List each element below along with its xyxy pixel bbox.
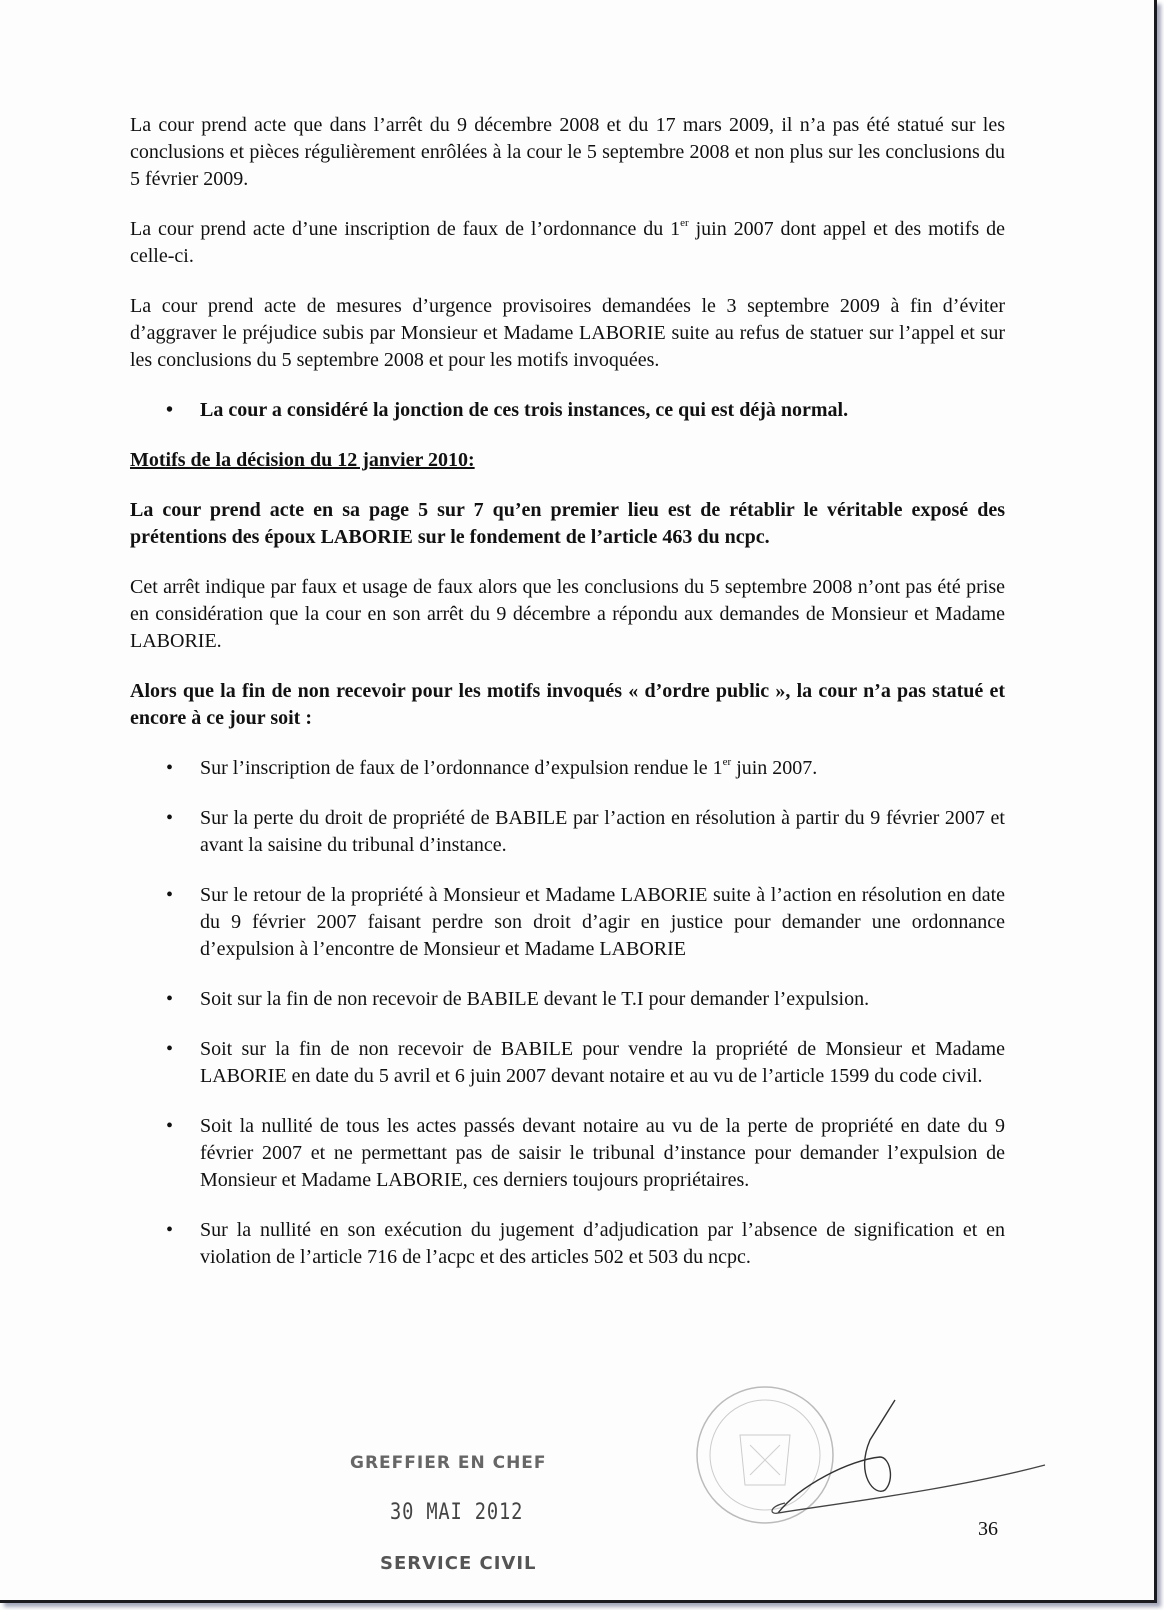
paragraph: La cour prend acte que dans l’arrêt du 9 décembre 2008 et du 17 mars 2009, il n’a pas été statué sur les conclusions et pièces régulièrement enrôlées à la cour le 5 septembre 2008 et non plus sur les conclusions du 5 février 2009. xyxy=(130,114,1005,190)
bullet-list xyxy=(130,755,1005,1271)
stamp-service: SERVICE CIVIL xyxy=(380,1553,537,1574)
page-number: 36 xyxy=(978,1518,998,1540)
bullet-item: • Soit sur la fin de non recevoir de BABILE devant le T.I pour demander l’expulsion. xyxy=(130,986,1005,1013)
paragraph: Cet arrêt indique par faux et usage de faux alors que les conclusions du 5 septembre 2008 n’ont pas été prise en considération que la cour en son arrêt du 9 décembre a répondu aux demandes de Monsieur et Madame LABORIE. xyxy=(130,576,1005,652)
bullet-item: • Soit sur la fin de non recevoir de BABILE pour vendre la propriété de Monsieur et Madame LABORIE en date du 5 avril et 6 juin 2007 devant notaire et au vu de l’article 1599 du code civil. xyxy=(130,1036,1005,1090)
paragraph: La cour prend acte de mesures d’urgence provisoires demandées le 3 septembre 2009 à fin d’éviter d’aggraver le préjudice subis par Monsieur et Madame LABORIE suite au refus de statuer sur l’appel et sur les conclusions du 5 septembre 2008 et pour les motifs invoquées. xyxy=(130,295,1005,371)
bullet-item: • Sur la nullité en son exécution du jugement d’adjudication par l’absence de signification et en violation de l’article 716 de l’acpc et des articles 502 et 503 du ncpc. xyxy=(130,1217,1005,1271)
bullet-text: juin 2007. xyxy=(731,757,818,779)
bullet-item xyxy=(130,755,1005,782)
stamp-date: 30 MAI 2012 xyxy=(390,1500,524,1525)
bullet-list xyxy=(130,397,1005,424)
bullet-item: • La cour a considéré la jonction de ces trois instances, ce qui est déjà normal. xyxy=(130,397,1005,424)
bullet-item: • Sur la perte du droit de propriété de BABILE par l’action en résolution à partir du 9 février 2007 et avant la saisine du tribunal d’instance. xyxy=(130,805,1005,859)
paragraph: La cour prend acte en sa page 5 sur 7 qu’en premier lieu est de rétablir le véritable exposé des prétentions des époux LABORIE sur le fondement de l’article 463 du ncpc. xyxy=(130,499,1005,548)
section-heading: Motifs de la décision du 12 janvier 2010: xyxy=(130,449,475,471)
bullet-item: • Soit la nullité de tous les actes passés devant notaire au vu de la perte de propriété en date du 9 février 2007 et ne permettant pas de saisir le tribunal d’instance pour demander l’expulsion de Monsieur et Madame LABORIE, ces derniers toujours propriétaires. xyxy=(130,1113,1005,1194)
paragraph-text: juin 2007 dont appel et des motifs de celle-ci. xyxy=(130,218,1005,267)
paragraph: Alors que la fin de non recevoir pour les motifs invoqués « d’ordre public », la cour n’a pas statué et encore à ce jour soit : xyxy=(130,680,1005,729)
document-body xyxy=(130,112,1005,1271)
superscript: er xyxy=(722,756,732,768)
bullet-item: • Sur le retour de la propriété à Monsieur et Madame LABORIE suite à l’action en résolution en date du 9 février 2007 faisant perdre son droit d’agir en justice pour demander une ordonnance d’expulsion à l’encontre de Monsieur et Madame LABORIE xyxy=(130,882,1005,963)
court-seal-and-signature-icon xyxy=(690,1385,1090,1525)
stamp-greffier: GREFFIER EN CHEF xyxy=(350,1453,547,1473)
bullet-text: Sur l’inscription de faux de l’ordonnance d’expulsion rendue le 1 xyxy=(200,757,723,779)
paragraph xyxy=(130,216,1005,270)
superscript: er xyxy=(680,217,689,229)
paragraph-text: La cour prend acte d’une inscription de faux de l’ordonnance du 1 xyxy=(130,218,681,240)
